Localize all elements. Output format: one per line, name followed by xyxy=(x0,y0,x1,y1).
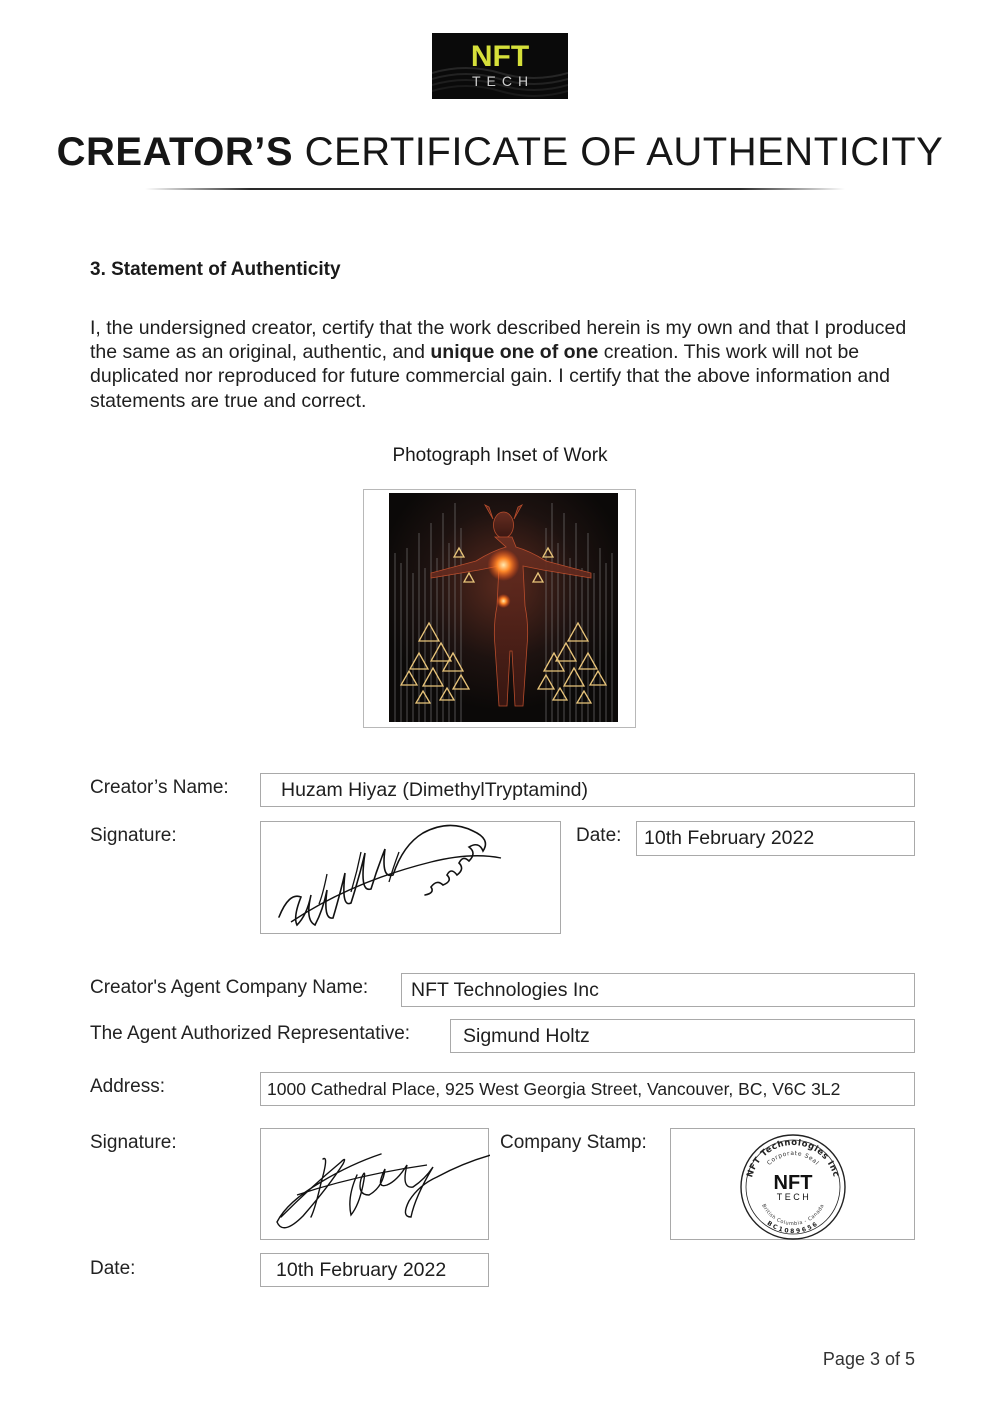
section-heading: 3. Statement of Authenticity xyxy=(90,259,341,280)
stamp-brand: NFT xyxy=(773,1172,813,1194)
para-bold: unique one of one xyxy=(430,341,599,364)
stamp-top-arc: NFT Technologies Inc xyxy=(745,1137,841,1179)
creator-signature-image xyxy=(261,822,562,935)
agent-company-value: NFT Technologies Inc xyxy=(411,978,599,1001)
agent-stamp-box xyxy=(670,1128,915,1240)
creator-signature-label: Signature: xyxy=(90,825,177,846)
agent-signature-label: Signature: xyxy=(90,1132,177,1153)
agent-address-value: 1000 Cathedral Place, 925 West Georgia Street, Vancouver, BC, V6C 3L2 xyxy=(267,1078,841,1099)
agent-address-label: Address: xyxy=(90,1076,165,1097)
stamp-bottom-arc: British Columbia - Canada xyxy=(760,1203,826,1228)
page-number: Page 3 of 5 xyxy=(822,1349,915,1369)
stamp-sub: TECH xyxy=(776,1192,812,1202)
para-part1: I, the undersigned creator, certify that the work described herein is my own and that I produced the same as an original, authentic, and xyxy=(90,317,907,364)
stamp-number: BC1089656 xyxy=(765,1219,821,1236)
statement-paragraph xyxy=(90,316,920,413)
creator-date-value: 10th February 2022 xyxy=(644,827,815,849)
agent-rep-label: The Agent Authorized Representative: xyxy=(90,1023,411,1044)
creator-name-value: Huzam Hiyaz (DimethylTryptamind) xyxy=(281,778,589,801)
agent-signature-image xyxy=(261,1129,490,1241)
agent-rep-value: Sigmund Holtz xyxy=(463,1024,590,1047)
agent-date-label: Date: xyxy=(90,1258,136,1279)
creator-name-label: Creator’s Name: xyxy=(90,777,229,798)
nft-tech-logo xyxy=(432,33,568,99)
logo-sub-text: TECH xyxy=(471,73,535,89)
logo-brand-text: NFT xyxy=(470,40,530,73)
agent-stamp-label: Company Stamp: xyxy=(500,1132,647,1153)
agent-company-field xyxy=(401,973,915,1007)
inset-caption: Photograph Inset of Work xyxy=(392,445,608,466)
creator-date-field xyxy=(636,821,915,856)
agent-signature-box xyxy=(260,1128,489,1240)
company-stamp-seal xyxy=(671,1129,916,1241)
agent-address-field xyxy=(260,1072,915,1106)
agent-date-field xyxy=(260,1253,489,1287)
para-part2: creation. This work will not be duplicated nor reproduced for future commercial gain. I certify that the above information and statements are true and correct. xyxy=(90,341,890,412)
creator-signature-box xyxy=(260,821,561,934)
stamp-inner-arc: Corporate Seal xyxy=(765,1149,821,1167)
title-bold: CREATOR’S xyxy=(56,130,294,174)
agent-company-label: Creator's Agent Company Name: xyxy=(90,977,369,998)
title-rest: CERTIFICATE OF AUTHENTICITY xyxy=(304,130,944,174)
creator-date-label: Date: xyxy=(576,825,622,846)
artwork-image xyxy=(389,493,618,722)
agent-date-value: 10th February 2022 xyxy=(276,1258,447,1281)
title-divider xyxy=(145,188,845,190)
certificate-title xyxy=(0,128,1000,176)
creator-name-field xyxy=(260,773,915,807)
agent-rep-field xyxy=(450,1019,915,1053)
